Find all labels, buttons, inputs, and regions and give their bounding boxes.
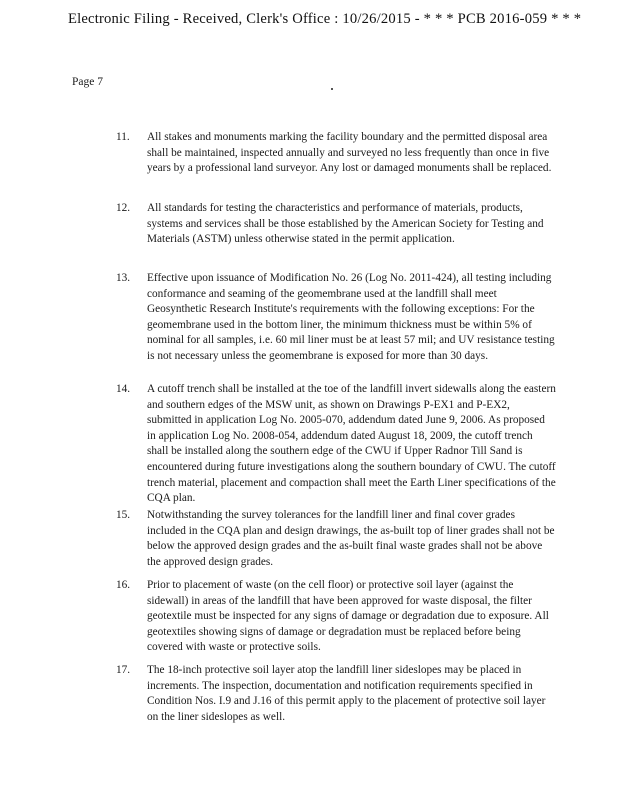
condition-item — [116, 382, 556, 507]
condition-number: 16. — [116, 579, 131, 591]
condition-number: 11. — [116, 131, 130, 143]
condition-text: A cutoff trench shall be installed at the toe of the landfill invert sidewalls along the eastern and southern edges of the MSW unit, as shown on Drawings P-EX1 and P-EX2, submitted in application Log No. 2005-070, addendum dated June 9, 2006. As proposed in application Log No. 2008-054, addendum dated August 18, 2009, the cutoff trench shall be installed along the southern edge of the CWU if Upper Radnor Till Sand is encountered during future investigations along the southern boundary of CWU. The cutoff trench material, placement and compaction shall meet the Earth Liner specifications of the CQA plan. — [147, 383, 556, 505]
condition-text: Effective upon issuance of Modification No. 26 (Log No. 2011-424), all testing including conformance and seaming of the geomembrane used at the landfill shall meet Geosynthetic Research Institute's requirements with the following exceptions: For the geomembrane used in the bottom liner, the minimum thickness must be within 5% of nominal for all samples, i.e. 60 mil liner must be at least 57 mil; and UV resistance testing is not necessary unless the geomembrane is exposed for more than 30 days. — [147, 272, 555, 362]
condition-item — [116, 201, 556, 248]
condition-text: Notwithstanding the survey tolerances for the landfill liner and final cover grades included in the CQA plan and design drawings, the as-built top of liner grades shall not be below the approved design grades and the as-built final waste grades shall not be above the approved design grades. — [147, 509, 555, 568]
condition-number: 15. — [116, 509, 131, 521]
condition-number: 12. — [116, 202, 131, 214]
condition-item — [116, 663, 556, 725]
page-mark — [331, 88, 333, 90]
page-number-label: Page 7 — [72, 76, 103, 88]
condition-text: All standards for testing the characteristics and performance of materials, products, systems and services shall be those established by the American Society for Testing and Materials (ASTM) unless otherwise stated in the permit application. — [147, 202, 544, 246]
condition-item — [116, 578, 556, 656]
condition-item — [116, 508, 556, 570]
condition-text: The 18-inch protective soil layer atop the landfill liner sideslopes may be placed in increments. The inspection, documentation and notification requirements specified in Condition Nos. I.9 and J.16 of this permit apply to the placement of protective soil layer on the liner sideslopes as well. — [147, 664, 546, 723]
filing-stamp-header: Electronic Filing - Received, Clerk's Office : 10/26/2015 - * * * PCB 2016-059 * * * — [68, 11, 582, 27]
condition-item — [116, 130, 556, 177]
condition-number: 13. — [116, 272, 131, 284]
condition-number: 17. — [116, 664, 131, 676]
condition-number: 14. — [116, 383, 131, 395]
condition-text: Prior to placement of waste (on the cell floor) or protective soil layer (against the sidewall) in areas of the landfill that have been approved for waste disposal, the filter geotextile must be inspected for any signs of damage or degradation due to exposure. All geotextiles showing signs of damage or degradation must be replaced before being covered with waste or protective soils. — [147, 579, 549, 654]
condition-item — [116, 271, 556, 365]
condition-text: All stakes and monuments marking the facility boundary and the permitted disposal area shall be maintained, inspected annually and surveyed no less frequently than once in five years by a professional land surveyor. Any lost or damaged monuments shall be replaced. — [147, 131, 552, 175]
